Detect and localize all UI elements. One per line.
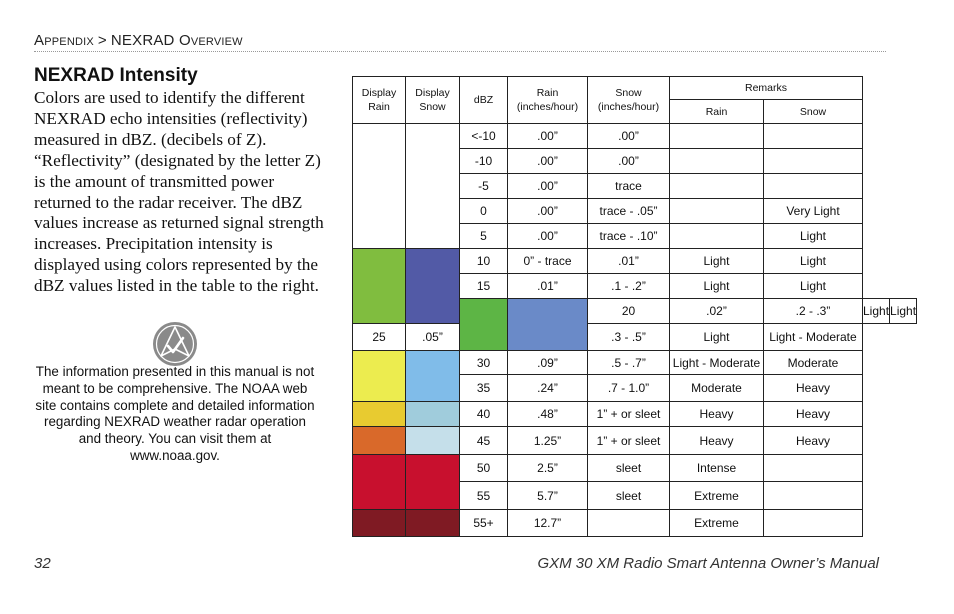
breadcrumb — [34, 32, 243, 49]
cell-remarks-rain: Extreme — [670, 510, 764, 537]
header-snow: Snow (inches/hour) — [588, 77, 670, 124]
page-number: 32 — [34, 555, 51, 572]
cell-remarks-rain: Light — [670, 249, 764, 274]
body-paragraph: Colors are used to identify the different NEXRAD echo intensities (reflectivity) measured in dBZ. (decibels of Z). “Reflectivity” (designated by the letter Z) is the amount of transmitted power returned to the radar receiver. The dBZ values increase as returned signal strength increases. Precipitation intensity is displayed using colors represented by the dBZ values listed in the table to the right. — [34, 88, 324, 296]
breadcrumb-section: Appendix — [34, 32, 94, 49]
cell-dbz: 55 — [460, 482, 508, 510]
header-rain: Rain (inches/hour) — [508, 77, 588, 124]
cell-rain: .01” — [508, 274, 588, 299]
header-remarks-snow: Snow — [764, 100, 863, 124]
cell-snow: 1” + or sleet — [588, 402, 670, 427]
cell-snow: .00” — [588, 124, 670, 149]
cell-remarks-snow: Light — [764, 249, 863, 274]
cell-rain: .48” — [508, 402, 588, 427]
header-dbz: dBZ — [460, 77, 508, 124]
cell-remarks-snow: Light — [764, 224, 863, 249]
cell-remarks-rain: Moderate — [670, 375, 764, 402]
cell-snow: 1” + or sleet — [588, 427, 670, 455]
cell-dbz: 20 — [588, 299, 670, 324]
cell-dbz: 5 — [460, 224, 508, 249]
cell-dbz: 55+ — [460, 510, 508, 537]
cell-dbz: 45 — [460, 427, 508, 455]
cell-remarks-snow: Heavy — [764, 402, 863, 427]
cell-remarks-snow — [764, 149, 863, 174]
table-body — [353, 124, 917, 537]
snow-swatch — [508, 299, 588, 351]
cell-remarks-rain: Extreme — [670, 482, 764, 510]
cell-remarks-snow — [764, 455, 863, 482]
cell-snow — [588, 510, 670, 537]
rain-swatch — [353, 510, 406, 537]
cell-dbz: 40 — [460, 402, 508, 427]
cell-remarks-rain — [670, 199, 764, 224]
cell-dbz: 30 — [460, 351, 508, 375]
cell-rain: .05” — [406, 324, 460, 351]
rain-swatch — [353, 427, 406, 455]
snow-swatch — [406, 402, 460, 427]
cell-rain: 0” - trace — [508, 249, 588, 274]
cell-remarks-rain — [670, 149, 764, 174]
table-row — [353, 510, 917, 537]
table-row — [353, 351, 917, 375]
nexrad-intensity-table — [352, 76, 917, 537]
cell-snow: trace - .10” — [588, 224, 670, 249]
cell-dbz: 15 — [460, 274, 508, 299]
snow-swatch — [406, 455, 460, 510]
table-row — [353, 249, 917, 274]
cell-rain: .00” — [508, 224, 588, 249]
cell-rain: .24” — [508, 375, 588, 402]
cell-remarks-snow: Light — [890, 299, 917, 324]
snow-swatch — [406, 249, 460, 324]
cell-rain: .00” — [508, 199, 588, 224]
cell-remarks-snow — [764, 482, 863, 510]
cell-dbz: 0 — [460, 199, 508, 224]
cell-snow: .2 - .3” — [764, 299, 863, 324]
table-row — [353, 124, 917, 149]
checkmark-note-icon — [152, 321, 198, 367]
cell-snow: trace — [588, 174, 670, 199]
breadcrumb-page: NEXRAD Overview — [110, 32, 243, 49]
cell-remarks-snow: Moderate — [764, 351, 863, 375]
cell-rain: .00” — [508, 149, 588, 174]
cell-snow: sleet — [588, 482, 670, 510]
rain-swatch — [353, 249, 406, 324]
rain-swatch — [353, 402, 406, 427]
rain-swatch — [353, 455, 406, 510]
cell-rain: .00” — [508, 124, 588, 149]
rain-swatch — [353, 351, 406, 402]
cell-dbz: -5 — [460, 174, 508, 199]
cell-remarks-snow: Heavy — [764, 427, 863, 455]
cell-dbz: 10 — [460, 249, 508, 274]
cell-remarks-snow — [764, 124, 863, 149]
table-row — [353, 402, 917, 427]
cell-remarks-snow: Heavy — [764, 375, 863, 402]
cell-snow: .01” — [588, 249, 670, 274]
cell-remarks-rain: Light - Moderate — [670, 351, 764, 375]
snow-swatch — [406, 124, 460, 249]
cell-snow: trace - .05” — [588, 199, 670, 224]
header-remarks: Remarks — [670, 77, 863, 100]
snow-swatch — [406, 510, 460, 537]
cell-snow: .00” — [588, 149, 670, 174]
cell-remarks-rain: Heavy — [670, 427, 764, 455]
rain-swatch — [460, 299, 508, 351]
cell-remarks-rain — [670, 124, 764, 149]
cell-dbz: 50 — [460, 455, 508, 482]
cell-dbz: <-10 — [460, 124, 508, 149]
cell-rain: 12.7” — [508, 510, 588, 537]
header-display-snow: Display Snow — [406, 77, 460, 124]
table-row — [353, 427, 917, 455]
cell-remarks-rain: Light — [670, 274, 764, 299]
snow-swatch — [406, 351, 460, 402]
header-divider — [34, 51, 886, 52]
cell-remarks-rain: Light — [863, 299, 890, 324]
cell-dbz: 35 — [460, 375, 508, 402]
cell-remarks-rain — [670, 224, 764, 249]
table-row — [353, 324, 917, 351]
section-heading: NEXRAD Intensity — [34, 65, 198, 86]
cell-rain: .02” — [670, 299, 764, 324]
snow-swatch — [406, 427, 460, 455]
cell-snow: .3 - .5” — [588, 324, 670, 351]
cell-snow: sleet — [588, 455, 670, 482]
manual-title: GXM 30 XM Radio Smart Antenna Owner’s Manual — [537, 555, 879, 572]
cell-snow: .1 - .2” — [588, 274, 670, 299]
breadcrumb-separator: > — [97, 32, 107, 49]
cell-rain: 5.7” — [508, 482, 588, 510]
cell-rain: .09” — [508, 351, 588, 375]
cell-remarks-snow: Light - Moderate — [764, 324, 863, 351]
cell-remarks-rain: Heavy — [670, 402, 764, 427]
rain-swatch — [353, 124, 406, 249]
cell-remarks-snow — [764, 510, 863, 537]
cell-dbz: 25 — [353, 324, 406, 351]
cell-dbz: -10 — [460, 149, 508, 174]
table-row — [353, 455, 917, 482]
cell-rain: .00” — [508, 174, 588, 199]
cell-rain: 2.5” — [508, 455, 588, 482]
cell-rain: 1.25” — [508, 427, 588, 455]
header-display-rain: Display Rain — [353, 77, 406, 124]
cell-snow: .5 - .7” — [588, 351, 670, 375]
cell-snow: .7 - 1.0” — [588, 375, 670, 402]
cell-remarks-rain: Light — [670, 324, 764, 351]
header-remarks-rain: Rain — [670, 100, 764, 124]
note-text: The information presented in this manual is not meant to be comprehensive. The NOAA web site contains complete and detailed information regarding NEXRAD weather radar operation and theory. You can visit them at www.noaa.gov. — [35, 364, 315, 463]
cell-remarks-snow — [764, 174, 863, 199]
cell-remarks-snow: Very Light — [764, 199, 863, 224]
cell-remarks-snow: Light — [764, 274, 863, 299]
cell-remarks-rain — [670, 174, 764, 199]
cell-remarks-rain: Intense — [670, 455, 764, 482]
